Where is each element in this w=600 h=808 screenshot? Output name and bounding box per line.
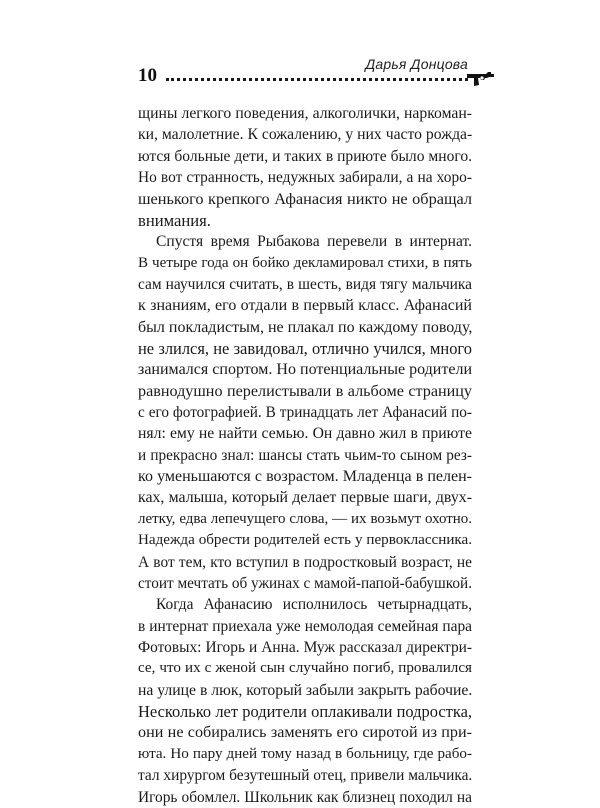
text-line: ки, малолетние. К сожалению, у них часто рожда- bbox=[138, 126, 472, 144]
text-line: Игорь обомлел. Школьник как близнец походил на bbox=[138, 788, 472, 806]
text-line: в интернат приехала уже немолодая семейная пара bbox=[138, 617, 472, 635]
text-line: к знаниям, его отдали в первый класс. Афанасий bbox=[138, 297, 472, 315]
text-line: Спустя время Рыбакова перевели в интернат. bbox=[156, 233, 472, 251]
text-line: летку, едва лепечущего слова, — их возьмут охотно. bbox=[138, 510, 472, 527]
text-line: ко уменьшаются с возрастом. Младенца в пелен- bbox=[138, 468, 472, 486]
author-name: Дарья Донцова bbox=[365, 56, 468, 72]
text-line: щины легкого поведения, алкоголички, наркоман- bbox=[138, 105, 472, 122]
text-line: нял: ему не найти семью. Он давно жил в приюте bbox=[138, 425, 472, 443]
text-line: В четыре года он бойко декламировал стихи, в пять bbox=[138, 254, 472, 271]
text-line: они не собирались заменять его сиротой из при- bbox=[138, 724, 472, 742]
text-line: на улице в люк, который забыли закрыть рабочие. bbox=[138, 681, 472, 699]
text-line: юта. Но пару дней тому назад в больницу, где рабо- bbox=[138, 745, 472, 762]
text-line: Но вот странность, недужных забирали, а на хоро- bbox=[138, 169, 472, 187]
text-line: сам научился считать, в шесть, видя тягу мальчика bbox=[138, 275, 472, 293]
text-line: стоит мечтать об ужинах с мамой-папой-бабушкой. bbox=[138, 574, 472, 592]
text-line: Несколько лет родители оплакивали подростка, bbox=[138, 702, 472, 722]
text-line: занимался спортом. Но потенциальные родители bbox=[138, 361, 472, 379]
text-line: се, что их с женой сын случайно погиб, провалился bbox=[138, 660, 472, 677]
text-line: равнодушно перелистывали в альбоме страницу bbox=[138, 382, 472, 400]
text-line: тал хирургом безутешный отец, привели мальчика. bbox=[138, 767, 472, 785]
text-line: ются больные дети, и таких в приюте было много. bbox=[138, 147, 472, 165]
text-line: Фотовых: Игорь и Анна. Муж рассказал директри- bbox=[138, 638, 472, 656]
text-line: не злился, не завидовал, отлично учился, много bbox=[138, 338, 472, 358]
paragraph-1 bbox=[138, 103, 472, 231]
text-line: Когда Афанасию исполнилось четырнадцать, bbox=[156, 596, 472, 614]
main-text bbox=[138, 103, 472, 808]
text-line: шенького крепкого Афанасия никто не обращал bbox=[138, 189, 472, 209]
text-line: был покладистым, не плакал по каждому поводу, bbox=[138, 318, 472, 336]
text-line: с его фотографией. В тринадцать лет Афанасий по- bbox=[138, 404, 472, 422]
text-line: внимания. bbox=[138, 210, 211, 230]
page-number: 10 bbox=[138, 65, 157, 86]
text-line: и прекрасно знал: шансы стать чьим-то сыном рез- bbox=[138, 446, 472, 464]
paragraph-3 bbox=[138, 594, 472, 808]
paragraph-2 bbox=[138, 231, 472, 594]
text-line: А вот тем, кто вступил в подростковый возраст, не bbox=[138, 553, 472, 571]
running-header bbox=[138, 56, 490, 86]
dotted-leader bbox=[166, 78, 468, 81]
text-line: ках, малыша, который делает первые шаги, двух- bbox=[138, 489, 472, 507]
text-line: Надежда обрести родителей есть у первоклассника. bbox=[138, 532, 472, 549]
revolver-icon bbox=[466, 68, 496, 88]
